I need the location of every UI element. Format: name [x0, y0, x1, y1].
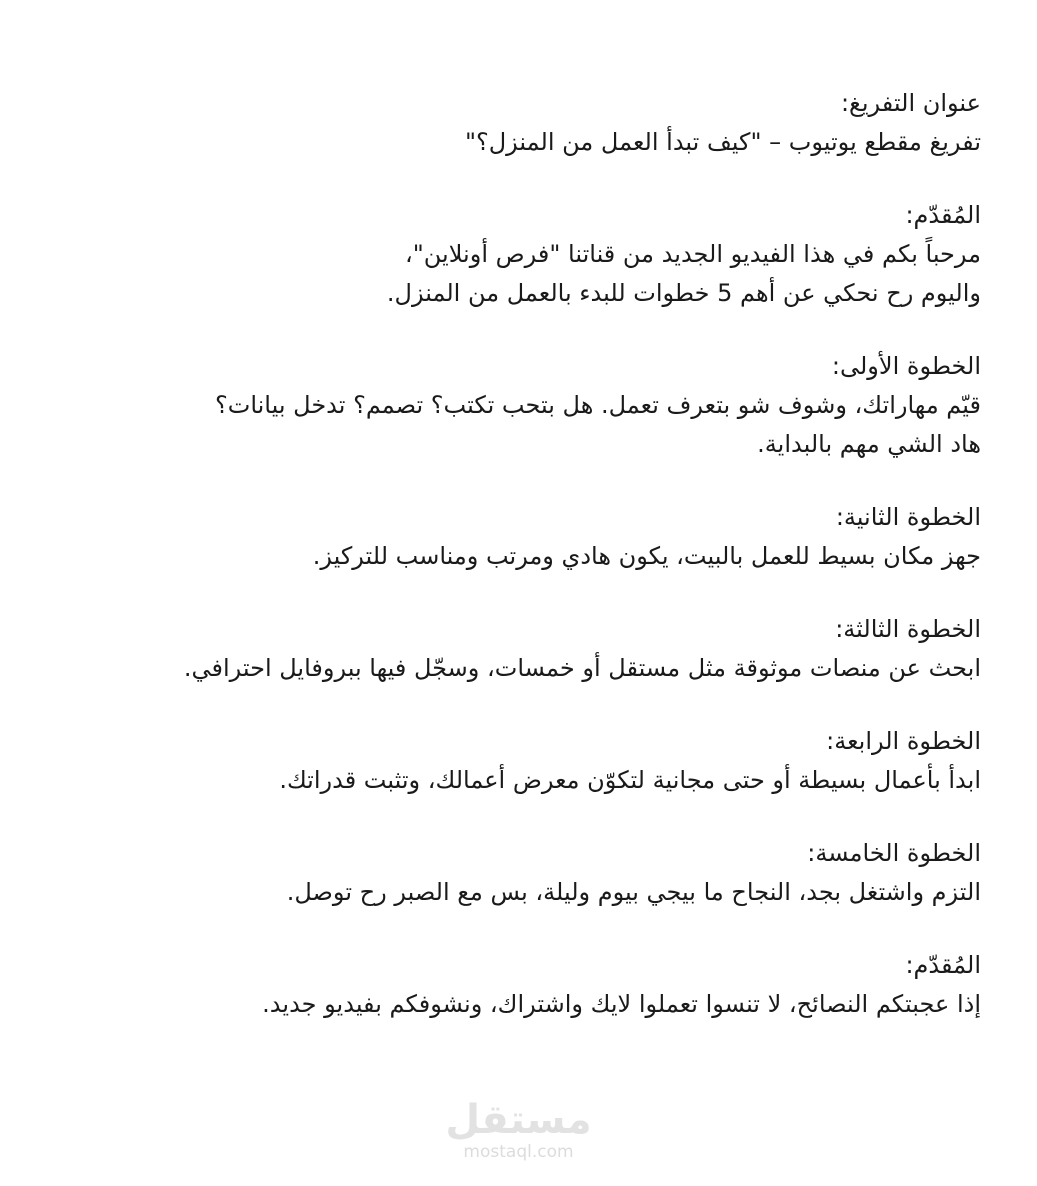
- section-text: جهز مكان بسيط للعمل بالبيت، يكون هادي ومرتب ومناسب للتركيز.: [312, 542, 981, 570]
- section-intro: [21, 196, 981, 313]
- watermark-domain: mostaql.com: [463, 1142, 574, 1162]
- section-heading: الخطوة الثانية:: [835, 503, 981, 531]
- section-text: مرحباً بكم في هذا الفيديو الجديد من قناتنا "فرص أونلاين"،: [405, 240, 981, 268]
- section-step-3: [21, 610, 981, 688]
- mostaql-watermark: [0, 1098, 1037, 1162]
- section-text: قيّم مهاراتك، وشوف شو بتعرف تعمل. هل بتحب تكتب؟ تصمم؟ تدخل بيانات؟: [214, 391, 981, 419]
- section-heading: المُقدّم:: [905, 951, 981, 979]
- section-step-5: [21, 834, 981, 912]
- transcript-document: [21, 84, 981, 1058]
- section-title: [21, 84, 981, 162]
- section-outro: [21, 946, 981, 1024]
- section-heading: الخطوة الثالثة:: [835, 615, 981, 643]
- section-text: واليوم رح نحكي عن أهم 5 خطوات للبدء بالعمل من المنزل.: [386, 279, 981, 307]
- section-text: ابدأ بأعمال بسيطة أو حتى مجانية لتكوّن معرض أعمالك، وتثبت قدراتك.: [279, 766, 981, 794]
- section-text: هاد الشي مهم بالبداية.: [757, 430, 981, 458]
- section-text: إذا عجبتكم النصائح، لا تنسوا تعملوا لايك واشتراك، ونشوفكم بفيديو جديد.: [262, 990, 981, 1018]
- section-step-1: [21, 347, 981, 464]
- section-text: تفريغ مقطع يوتيوب – "كيف تبدأ العمل من المنزل؟": [464, 128, 981, 156]
- section-heading: عنوان التفريغ:: [840, 89, 981, 117]
- section-text: التزم واشتغل بجد، النجاح ما بيجي بيوم وليلة، بس مع الصبر رح توصل.: [286, 878, 981, 906]
- section-heading: المُقدّم:: [905, 201, 981, 229]
- section-step-2: [21, 498, 981, 576]
- section-heading: الخطوة الأولى:: [831, 352, 981, 380]
- section-heading: الخطوة الرابعة:: [826, 727, 981, 755]
- section-text: ابحث عن منصات موثوقة مثل مستقل أو خمسات، وسجّل فيها ببروفايل احترافي.: [183, 654, 981, 682]
- watermark-logo-text: مستقل: [445, 1097, 592, 1143]
- section-heading: الخطوة الخامسة:: [807, 839, 981, 867]
- section-step-4: [21, 722, 981, 800]
